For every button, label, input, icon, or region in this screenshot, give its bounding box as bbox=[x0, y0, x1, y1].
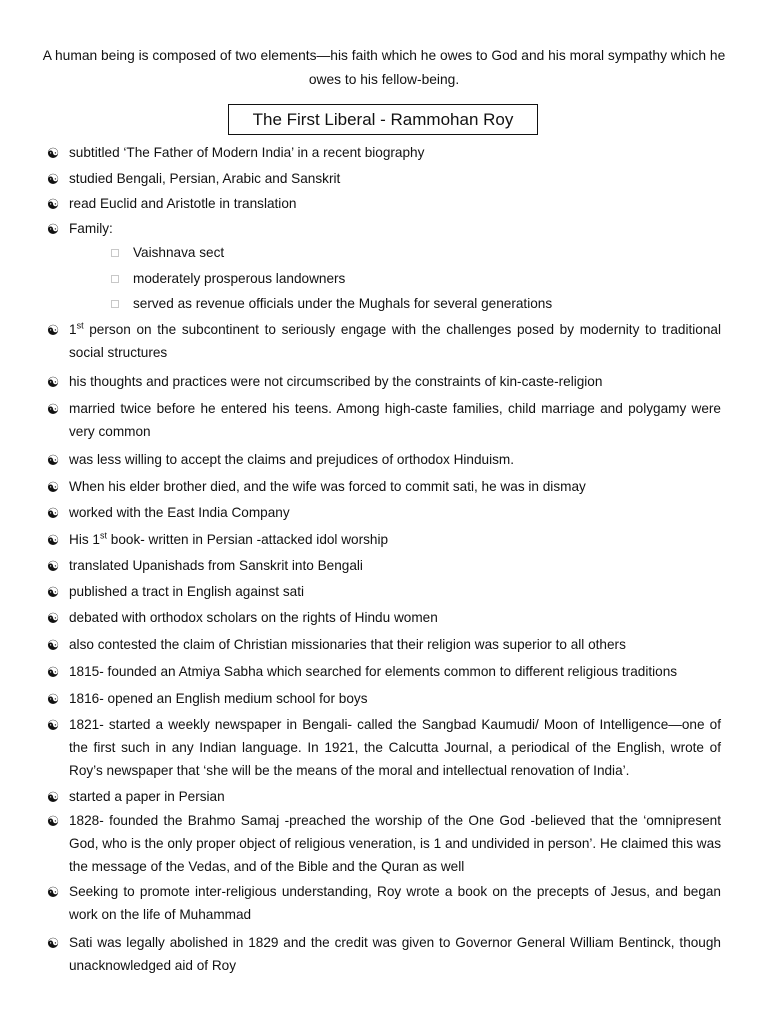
list-item bbox=[69, 318, 721, 364]
item-text: which searched for elements common to different religious traditions bbox=[263, 664, 678, 679]
list-item bbox=[69, 606, 721, 629]
item-text: -believed that the bbox=[525, 813, 644, 828]
sub-bullet-icon bbox=[111, 275, 119, 283]
item-text: Sati was legally abolished in 1829 and the credit was given to Governor General William Bentinck, though unacknowledged aid of Roy bbox=[69, 935, 721, 973]
list-item bbox=[69, 809, 721, 878]
item-text: translated bbox=[69, 558, 133, 573]
item-text: married twice before he entered his teens. Among high-caste families, child marriage and polygamy were very common bbox=[69, 401, 721, 439]
bullet-icon: ☯ bbox=[46, 374, 60, 390]
item-text: from Sanskrit into Bengali bbox=[204, 558, 363, 573]
list-item bbox=[69, 660, 721, 683]
item-text: 1815- founded an bbox=[69, 664, 179, 679]
item-text: studied Bengali, Persian, Arabic and Sanskrit bbox=[69, 171, 341, 186]
bullet-icon: ☯ bbox=[46, 664, 60, 680]
item-text: st bbox=[76, 320, 84, 331]
list-item bbox=[69, 931, 721, 977]
family-subitem: Vaishnava sect bbox=[133, 245, 225, 260]
list-item bbox=[69, 554, 721, 577]
bullet-icon: ☯ bbox=[46, 717, 60, 733]
item-text: book- written in Persian -attacked bbox=[107, 532, 317, 547]
item-text: also contested the claim of bbox=[69, 637, 234, 652]
family-subitem: moderately prosperous landowners bbox=[133, 271, 346, 286]
highlighted-term: Atmiya Sabha bbox=[178, 664, 264, 679]
family-subitem: served as revenue officials under the Mughals for several generations bbox=[133, 296, 553, 311]
item-text: 1816- opened an English medium school for boys bbox=[69, 691, 368, 706]
list-item bbox=[69, 141, 721, 164]
bullet-icon: ☯ bbox=[46, 691, 60, 707]
list-item bbox=[69, 580, 721, 603]
page-title: The First Liberal - Rammohan Roy bbox=[228, 104, 538, 135]
bullet-icon: ☯ bbox=[46, 935, 60, 951]
highlighted-term: sati bbox=[282, 584, 305, 599]
bullet-icon: ☯ bbox=[46, 505, 60, 521]
list-item bbox=[69, 880, 721, 926]
item-text: , who is the only proper object of religious veneration, is 1 and undivided in person’. He claimed this was the message of the bbox=[69, 836, 721, 874]
bullet-icon: ☯ bbox=[46, 584, 60, 600]
bullet-icon: ☯ bbox=[46, 479, 60, 495]
item-text: Seeking to promote inter-religious understanding, Roy wrote a book on the precepts of Jesus, and began work on the life of Muhammad bbox=[69, 884, 721, 922]
bullet-icon: ☯ bbox=[46, 610, 60, 626]
item-text: st bbox=[99, 530, 107, 541]
highlighted-term: ‘omnipresent God bbox=[69, 813, 722, 851]
item-text: his thoughts and practices were not circumscribed by the constraints of kin-caste-religion bbox=[69, 374, 603, 389]
list-item bbox=[69, 217, 721, 240]
bullet-icon: ☯ bbox=[46, 221, 60, 237]
bullet-icon: ☯ bbox=[46, 401, 60, 417]
bullet-icon: ☯ bbox=[46, 452, 60, 468]
item-text: published a tract in English against bbox=[69, 584, 283, 599]
item-text: His 1 bbox=[69, 532, 100, 547]
item-text: was less willing to accept the claims and prejudices of orthodox Hinduism. bbox=[69, 452, 515, 467]
highlighted-term: Christian missionaries bbox=[233, 637, 367, 652]
highlighted-term: Vedas bbox=[188, 859, 227, 874]
highlighted-term: Sangbad Kaumudi/ bbox=[421, 717, 539, 732]
bullet-icon: ☯ bbox=[46, 145, 60, 161]
list-item bbox=[69, 633, 721, 656]
bullet-icon: ☯ bbox=[46, 789, 60, 805]
list-item bbox=[69, 448, 721, 471]
item-text: read Euclid and Aristotle in translation bbox=[69, 196, 297, 211]
list-item bbox=[69, 687, 721, 710]
item-text: worked with the East India Company bbox=[69, 505, 290, 520]
item-text: 1821- started a weekly newspaper in Bengali- called the bbox=[69, 717, 422, 732]
bullet-icon: ☯ bbox=[46, 171, 60, 187]
highlighted-term: One God bbox=[468, 813, 526, 828]
item-text: that their religion was superior to all others bbox=[366, 637, 626, 652]
item-text: : bbox=[109, 221, 113, 236]
list-item bbox=[69, 785, 721, 808]
item-text: subtitled ‘The Father of Modern India’ in a recent biography bbox=[69, 145, 425, 160]
bullet-icon: ☯ bbox=[46, 884, 60, 900]
list-item bbox=[69, 192, 721, 215]
list-item bbox=[69, 713, 721, 782]
bullet-icon: ☯ bbox=[46, 322, 60, 338]
bullet-icon: ☯ bbox=[46, 196, 60, 212]
epigraph-quote: A human being is composed of two elements—his faith which he owes to God and his moral sympathy which he owes to his fellow-being. bbox=[42, 48, 726, 87]
item-text: 1 bbox=[69, 322, 77, 337]
item-text: person on the subcontinent to seriously engage with the challenges posed by modernity to traditional social structures bbox=[69, 322, 721, 360]
highlighted-term: idol worship bbox=[316, 532, 389, 547]
item-text: debated with orthodox scholars on the bbox=[69, 610, 303, 625]
list-item bbox=[69, 370, 721, 393]
bullet-icon: ☯ bbox=[46, 637, 60, 653]
item-text: 1828- founded the Brahmo Samaj -preached the worship of the bbox=[69, 813, 469, 828]
item-text: When his elder brother died, and the wife was forced to commit sati, he was in dismay bbox=[69, 479, 586, 494]
list-item bbox=[69, 501, 721, 524]
item-text: started a paper in Persian bbox=[69, 789, 225, 804]
list-item bbox=[69, 528, 721, 551]
bullet-icon: ☯ bbox=[46, 813, 60, 829]
sub-bullet-icon bbox=[111, 249, 119, 257]
bullet-icon: ☯ bbox=[46, 532, 60, 548]
item-text: Moon of Intelligence—one of the first such in any Indian language. In 1921, the Calcutta Journal, a periodical of the English, wrote of Roy’s newspaper that ‘she will be the means of the moral and intellectual renovation of India’. bbox=[69, 717, 721, 778]
item-text: , and of the Bible and the Quran as well bbox=[226, 859, 465, 874]
sub-bullet-icon bbox=[111, 300, 119, 308]
list-item bbox=[69, 397, 721, 443]
highlighted-term: rights of Hindu women bbox=[302, 610, 438, 625]
highlighted-term: Family bbox=[69, 221, 110, 236]
highlighted-term: Upanishads bbox=[132, 558, 205, 573]
list-item bbox=[69, 475, 721, 498]
bullet-icon: ☯ bbox=[46, 558, 60, 574]
list-item bbox=[69, 167, 721, 190]
